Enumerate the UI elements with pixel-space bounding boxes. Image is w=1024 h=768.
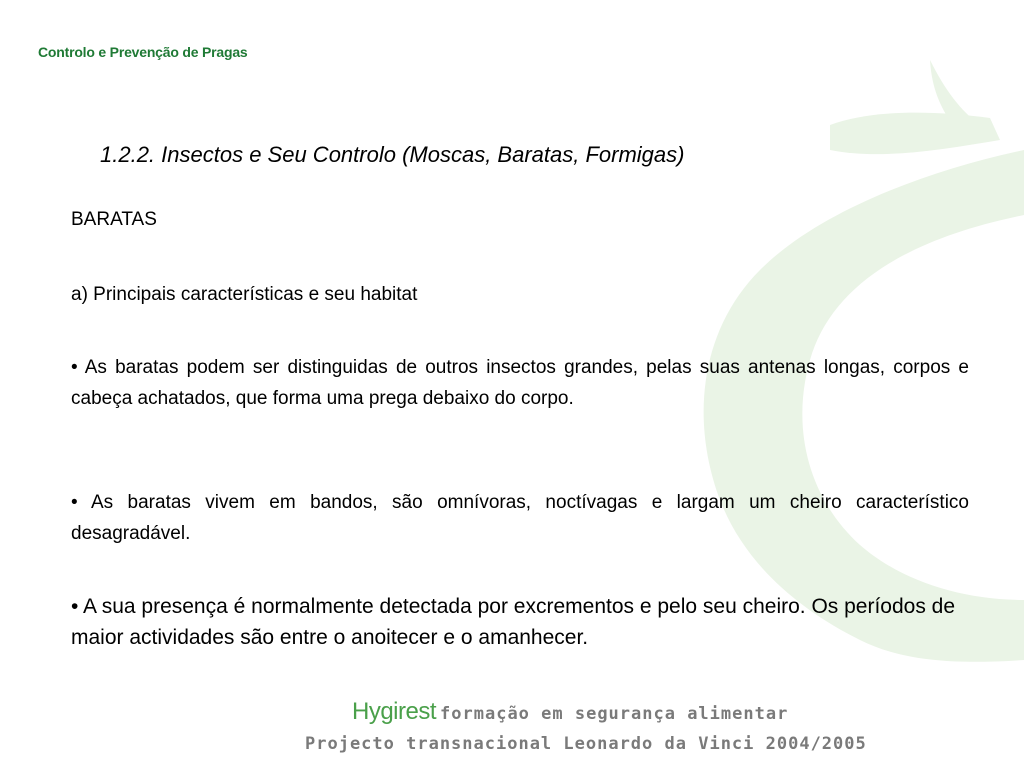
section-title: 1.2.2. Insectos e Seu Controlo (Moscas, Baratas, Formigas) xyxy=(100,142,685,167)
header-title: Controlo e Prevenção de Pragas xyxy=(38,44,248,60)
brand-tagline: formação em segurança alimentar xyxy=(440,704,789,724)
brand-logo: Hygirest xyxy=(352,698,437,725)
paragraph-distinguishing: • As baratas podem ser distinguidas de outros insectos grandes, pelas suas antenas longas, corpos e cabeça achatados, que forma uma prega debaixo do corpo. xyxy=(71,357,969,409)
subheading-baratas: BARATAS xyxy=(71,209,157,230)
footer-project: Projecto transnacional Leonardo da Vinci 2004/2005 xyxy=(305,734,867,754)
paragraph-detection: • A sua presença é normalmente detectada por excrementos e pelo seu cheiro. Os períodos de maior actividades são entre o anoitecer e o amanhecer. xyxy=(71,595,956,649)
paragraph-behaviour: • As baratas vivem em bandos, são omnívoras, noctívagas e largam um cheiro característico desagradável. xyxy=(71,492,969,544)
footer-brand xyxy=(352,698,788,726)
characteristics-heading: a) Principais características e seu habitat xyxy=(71,284,418,305)
